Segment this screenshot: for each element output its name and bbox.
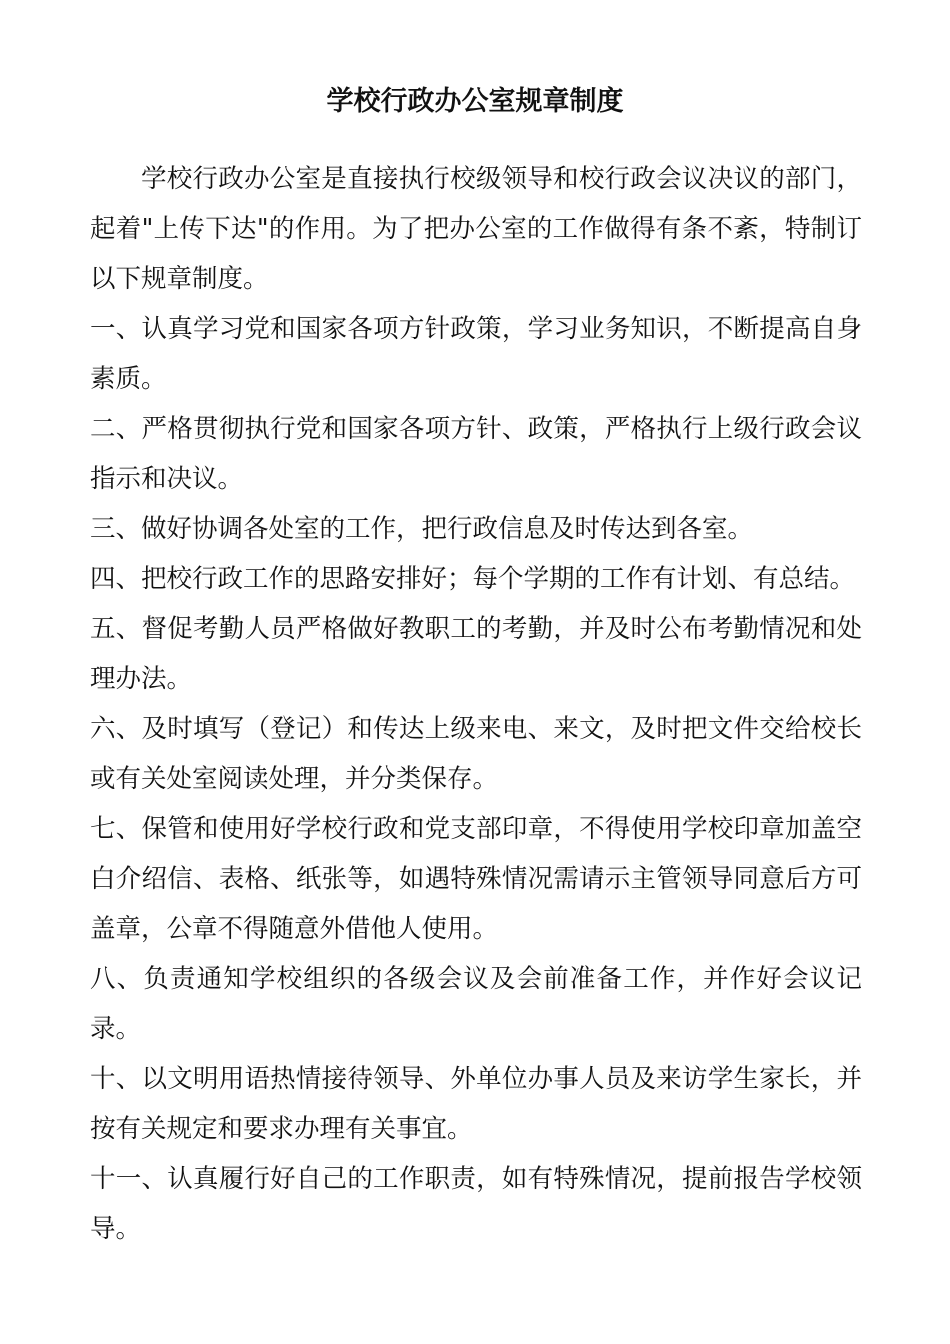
intro-paragraph: 学校行政办公室是直接执行校级领导和校行政会议决议的部门，起着"上传下达"的作用。为了把办公室的工作做得有条不紊，特制订以下规章制度。 xyxy=(90,164,862,294)
rule-item-7: 七、保管和使用好学校行政和党支部印章，不得使用学校印章加盖空白介绍信、表格、纸张等，如遇特殊情况需请示主管领导同意后方可盖章，公章不得随意外借他人使用。 xyxy=(90,814,862,944)
rule-item-10: 十、以文明用语热情接待领导、外单位办事人员及来访学生家长，并按有关规定和要求办理有关事宜。 xyxy=(90,1064,862,1144)
rule-item-6: 六、及时填写（登记）和传达上级来电、来文，及时把文件交给校长或有关处室阅读处理，并分类保存。 xyxy=(90,714,862,794)
page-title: 学校行政办公室规章制度 xyxy=(326,86,624,117)
rule-item-11: 十一、认真履行好自己的工作职责，如有特殊情况，提前报告学校领导。 xyxy=(90,1164,862,1244)
rule-item-1: 一、认真学习党和国家各项方针政策，学习业务知识，不断提高自身素质。 xyxy=(90,314,862,394)
rule-item-2: 二、严格贯彻执行党和国家各项方针、政策，严格执行上级行政会议指示和决议。 xyxy=(90,414,862,494)
document-body xyxy=(90,154,862,1254)
rule-item-5: 五、督促考勤人员严格做好教职工的考勤，并及时公布考勤情况和处理办法。 xyxy=(90,614,862,694)
rule-item-3: 三、做好协调各处室的工作，把行政信息及时传达到各室。 xyxy=(90,514,754,544)
rule-item-8: 八、负责通知学校组织的各级会议及会前准备工作，并作好会议记录。 xyxy=(90,964,862,1044)
rule-item-4: 四、把校行政工作的思路安排好；每个学期的工作有计划、有总结。 xyxy=(90,564,856,594)
